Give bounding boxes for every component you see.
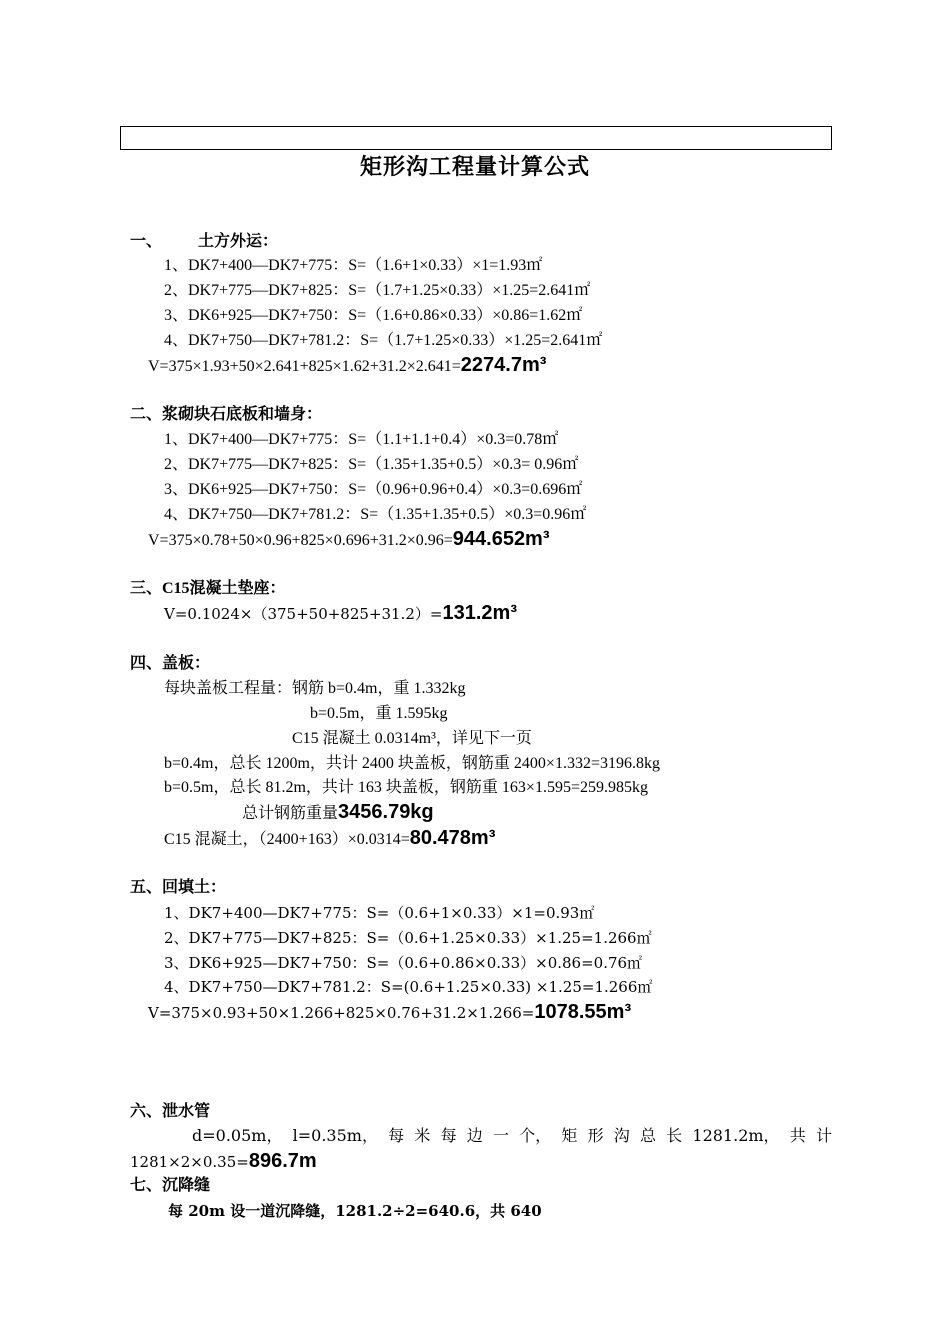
section-2-item-1: 1、DK7+400—DK7+775：S=（1.1+1.1+0.4）×0.3=0.78㎡ (164, 431, 559, 448)
section-6-line-2-formula: 1281×2×0.35= (130, 1153, 249, 1171)
section-3-heading: 三、C15混凝土垫座： (130, 580, 286, 597)
section-2-total-formula: V=375×0.78+50×0.96+825×0.696+31.2×0.96= (148, 532, 453, 549)
section-6-word: 一 (492, 1126, 509, 1145)
section-5-item-1: 1、DK7+400—DK7+775：S=（0.6+1×0.33）×1=0.93㎡ (164, 904, 595, 922)
section-6-line-2-value: 896.7m (248, 1150, 317, 1172)
section-2-total (148, 529, 550, 551)
section-1-item-1: 1、DK7+400—DK7+775：S=（1.6+1×0.33）×1=1.93㎡ (164, 257, 543, 274)
section-1-number: 一、 (130, 233, 163, 250)
section-6-word: 总 (639, 1126, 656, 1145)
section-2-item-3: 3、DK6+925—DK7+750：S=（0.96+0.96+0.4）×0.3=0.696㎡ (164, 481, 583, 498)
section-2-heading: 二、浆砌块石底板和墙身： (130, 406, 323, 423)
section-4-line-3: C15 混凝土 0.0314m³，详见下一页 (292, 730, 532, 747)
section-4-line-6-label: 总计钢筋重量 (242, 805, 339, 822)
section-1-heading: 土方外运： (198, 233, 279, 250)
section-6-word: 边 (466, 1126, 483, 1145)
section-5-item-4: 4、DK7+750—DK7+781.2：S=(0.6+1.25×0.33) ×1.25=1.266㎡ (164, 978, 653, 996)
section-4-line-7 (164, 828, 495, 850)
section-6-word: 长 (666, 1126, 683, 1145)
section-4-line-7-formula: C15 混凝土，（2400+163）×0.0314= (164, 831, 410, 848)
section-4-line-6-value: 3456.79kg (338, 801, 434, 823)
section-6-word: 米 (414, 1126, 431, 1145)
section-6-line-2 (130, 1151, 317, 1173)
section-7-line-1: 每 20m 设一道沉降缝，1281.2÷2=640.6，共 640 (168, 1202, 542, 1220)
section-6-heading: 六、泄水管 (130, 1103, 211, 1120)
section-6-word: 个， (519, 1126, 552, 1145)
section-1-total-formula: V=375×1.93+50×2.641+825×1.62+31.2×2.641= (148, 358, 461, 375)
section-3-value: 131.2m³ (442, 602, 517, 624)
section-2-item-2: 2、DK7+775—DK7+825：S=（1.35+1.35+0.5）×0.3= 0.96㎡ (164, 456, 579, 473)
section-5-item-2: 2、DK7+775—DK7+825：S=（0.6+1.25×0.33）×1.25=1.266㎡ (164, 929, 652, 947)
section-4-line-7-value: 80.478m³ (409, 827, 496, 849)
section-5-heading: 五、回填土： (130, 879, 227, 896)
section-4-line-2: b=0.5m，重 1.595kg (310, 705, 448, 722)
section-4-line-6 (242, 802, 434, 824)
section-5-total-formula: V=375×0.93+50×1.266+825×0.76+31.2×1.266= (148, 1004, 535, 1022)
section-6-word: l=0.35m， (292, 1126, 378, 1145)
section-2-total-value: 944.652m³ (452, 528, 550, 550)
section-6-word: d=0.05m， (192, 1126, 283, 1145)
section-6-word: 1281.2m， (692, 1126, 780, 1145)
section-1-item-4: 4、DK7+750—DK7+781.2：S=（1.7+1.25×0.33）×1.25=2.641㎡ (164, 332, 603, 349)
section-6-word: 矩 (561, 1126, 578, 1145)
section-6-word: 沟 (613, 1126, 630, 1145)
section-1-total-value: 2274.7m³ (460, 354, 547, 376)
section-1-item-2: 2、DK7+775—DK7+825：S=（1.7+1.25×0.33）×1.25=2.641㎡ (164, 282, 591, 299)
section-4-heading: 四、盖板： (130, 655, 211, 672)
section-6-line-1 (192, 1126, 832, 1146)
section-5-total-value: 1078.55m³ (534, 1001, 632, 1023)
section-6-word: 共 (789, 1126, 806, 1145)
section-5-total (148, 1002, 631, 1024)
section-4-line-4: b=0.4m，总长 1200m，共计 2400 块盖板，钢筋重 2400×1.332=3196.8kg (164, 755, 660, 772)
section-6-word: 形 (587, 1126, 604, 1145)
section-7-heading: 七、沉降缝 (130, 1177, 211, 1194)
section-4-line-5: b=0.5m，总长 81.2m，共计 163 块盖板，钢筋重 163×1.595=259.985kg (164, 779, 648, 796)
section-1-item-3: 3、DK6+925—DK7+750：S=（1.6+0.86×0.33）×0.86=1.62㎡ (164, 307, 583, 324)
section-5-item-3: 3、DK6+925—DK7+750：S=（0.6+0.86×0.33）×0.86=0.76㎡ (164, 954, 643, 972)
section-6-word: 计 (815, 1126, 832, 1145)
section-6-word: 每 (388, 1126, 405, 1145)
section-4-line-1: 每块盖板工程量：钢筋 b=0.4m，重 1.332kg (164, 680, 466, 697)
section-1-total (148, 355, 546, 377)
section-3-formula-line (164, 603, 517, 625)
section-3-formula: V=0.1024×（375+50+825+31.2）= (164, 605, 443, 623)
section-2-item-4: 4、DK7+750—DK7+781.2：S=（1.35+1.35+0.5）×0.3=0.96㎡ (164, 506, 587, 523)
header-box (120, 126, 832, 150)
page-title: 矩形沟工程量计算公式 (359, 154, 590, 179)
section-6-word: 每 (440, 1126, 457, 1145)
